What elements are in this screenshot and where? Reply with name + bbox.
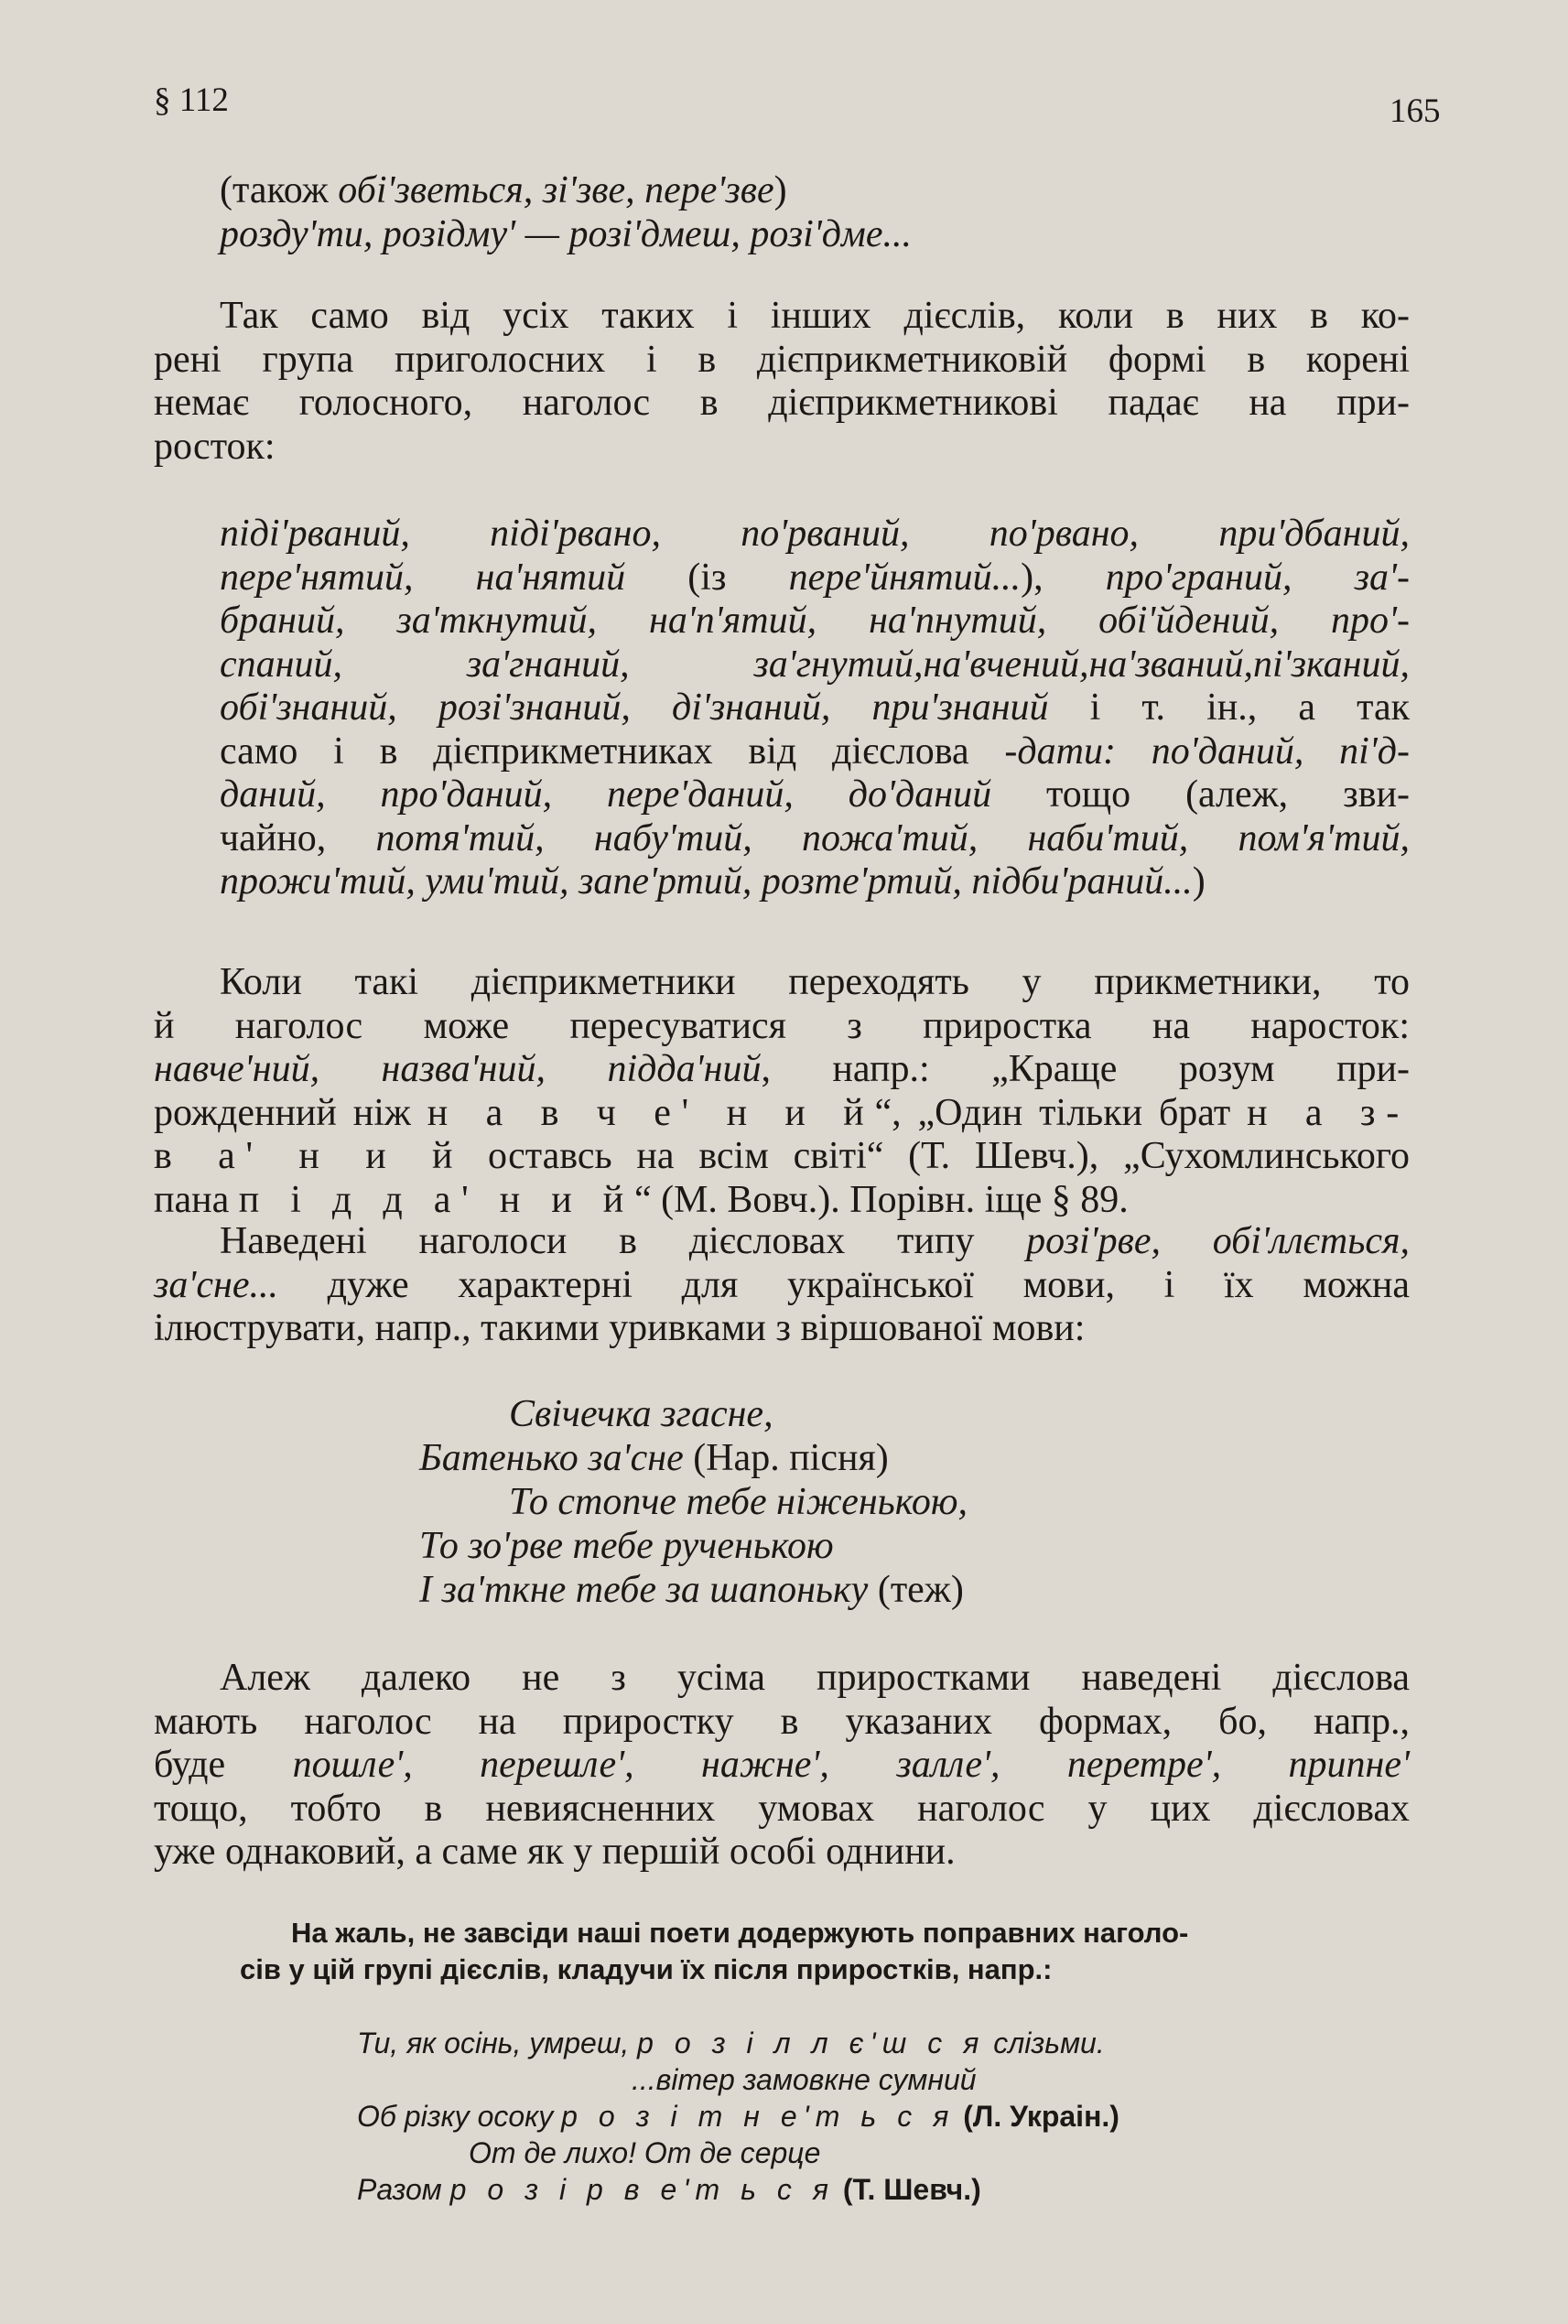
text-run: пана (154, 1178, 239, 1221)
text-run: рожденний ніж (154, 1091, 427, 1134)
text-run: потя'тий, набу'тий, пожа'тий, наби'тий, пом'я'тий, (375, 816, 1410, 859)
footnote-poem-line (632, 2061, 977, 2098)
text-run: (теж) (868, 1569, 964, 1611)
spaced-word: н а в ч е' н и й (427, 1091, 875, 1134)
text-line (220, 643, 1410, 687)
text-run: Свічечка згасне, (509, 1393, 773, 1435)
text-line (220, 773, 1410, 817)
text-line (154, 1264, 1410, 1308)
text-run: обі'знаний, розі'знаний, ді'знаний, при'знаний (220, 686, 1049, 729)
text-run: прожи'тий, уми'тий, запе'ртий, розте'ртий, підби'раний... (220, 860, 1193, 903)
text-line (154, 1048, 1410, 1092)
text-run: за'сне... (154, 1263, 278, 1306)
text-run: ...вітер замовкне сумний (632, 2063, 977, 2096)
text-run: (Нар. пісня) (683, 1437, 889, 1479)
text-line (220, 730, 1410, 774)
paragraph-2 (154, 961, 1410, 1222)
paragraph-1 (154, 295, 1410, 469)
example-line: розду'ти, розідму' — розі'дмеш, розі'дме... (220, 212, 912, 255)
text-run: тощо, тобто в невиясненних умовах наголос у цих дієсловах (154, 1787, 1410, 1830)
text-run: слізьми. (985, 2027, 1105, 2059)
text-run: І за'ткне тебе за шапоньку (419, 1569, 869, 1611)
text-run: уже однаковий, а саме як у першій особі однини. (154, 1831, 956, 1873)
text-run: розі'рве, обі'ллється, (1026, 1220, 1410, 1262)
footnote-poem-line (469, 2135, 820, 2171)
text-run: мають наголос на приростку в указаних формах, бо, напр., (154, 1700, 1410, 1743)
text-line (154, 1657, 1410, 1701)
text-run: пошле', перешле', нажне', залле', перетре', припне' (292, 1744, 1410, 1786)
text-line (220, 686, 1410, 730)
text-run: (Л. Украін.) (955, 2100, 1119, 2133)
paragraph-3 (154, 1220, 1410, 1351)
text-line (154, 1788, 1410, 1832)
text-run: , напр.: „Краще розум при- (761, 1048, 1410, 1090)
spaced-word: р о з і л л є'ш с я (637, 2027, 986, 2059)
text-line (154, 1092, 1410, 1136)
text-run: само і в дієприкметниках від дієслова (220, 730, 1005, 773)
text-run: Батенько за'сне (419, 1437, 684, 1479)
example-line: (також обі'зветься, зі'зве, пере'зве) (220, 169, 787, 211)
text-line (154, 1220, 1410, 1264)
text-run: пере'йнятий... (788, 556, 1022, 599)
poem-line (419, 1569, 964, 1613)
text-line (220, 600, 1410, 643)
example-block-2 (220, 513, 1410, 904)
text-run: ), (1021, 556, 1106, 599)
text-line (154, 1701, 1410, 1745)
text-line: Так само від усіх таких і інших дієслів, коли в них в ко- (220, 295, 1410, 337)
text-run: “, „Один тільки брат (874, 1091, 1248, 1134)
text-run: даний, про'даний, пере'даний, до'даний (220, 773, 992, 816)
text-line (220, 513, 1410, 557)
text-line (154, 1744, 1410, 1788)
example-block-1 (154, 169, 1410, 256)
text-run: То стопче тебе ніженькою, (509, 1481, 968, 1523)
text-line (154, 1831, 1410, 1875)
text-run: ілюструвати, напр., такими уривками з віршованої мови: (154, 1307, 1086, 1349)
text-run: -дати: по'даний, пі'д- (1004, 730, 1410, 773)
poem-line (419, 1437, 889, 1481)
text-run: (Т. Шевч.) (835, 2173, 981, 2206)
poem-line (419, 1525, 834, 1569)
text-run: Наведені наголоси в дієсловах типу (220, 1220, 1027, 1262)
text-run: і т. ін., а так (1048, 686, 1410, 729)
footnote-poem-line (357, 2025, 1105, 2061)
text-run: дуже характерні для української мови, і їх можна (278, 1263, 1410, 1306)
text-run: чайно, (220, 816, 376, 859)
spaced-word: р о з і т н е'т ь с я (561, 2100, 956, 2133)
text-run: браний, за'ткнутий, на'п'ятий, на'пнутий, обі'йдений, про'- (220, 600, 1410, 642)
text-line (220, 817, 1410, 861)
page-number: 165 (1390, 92, 1441, 130)
text-run: То зо'рве тебе рученькою (419, 1525, 834, 1567)
text-line (154, 1179, 1410, 1223)
footnote-line: На жаль, не завсіди наші поети додержують поправних наголо- (291, 1917, 1189, 1949)
spaced-word: р о з і р в е'т ь с я (449, 2173, 835, 2206)
text-line (154, 1005, 1410, 1049)
footnote-poem-line (357, 2171, 981, 2208)
text-run: спаний, за'гнаний, за'гнутий,на'вчений,на'званий,пі'зканий, (220, 643, 1410, 686)
text-run: Разом (357, 2173, 450, 2206)
text-line (220, 860, 1410, 904)
spaced-word: п і д д а' н и й (238, 1178, 634, 1221)
text-run: ) (1192, 860, 1206, 903)
text-run: Об різку осоку (357, 2100, 562, 2133)
text-run: Коли такі дієприкметники переходять у прикметники, то (220, 961, 1410, 1003)
spaced-word: в а' н и й (154, 1135, 464, 1177)
footnote-poem-line (357, 2098, 1119, 2135)
text-run: оставсь на всім світі“ (Т. Шевч.), „Сухомлинського (463, 1135, 1411, 1177)
text-run: Алеж далеко не з усіма приростками наведені дієслова (220, 1657, 1410, 1699)
text-run: тощо (алеж, зви- (991, 773, 1410, 816)
text-run: “ (М. Вовч.). Порівн. іще § 89. (633, 1178, 1129, 1221)
footnote-line: сів у цій групі дієслів, кладучи їх після приростків, напр.: (240, 1953, 1053, 1985)
paragraph-4 (154, 1657, 1410, 1875)
text-line: рені група приголосних і в дієприкметниковій формі в корені (154, 338, 1410, 381)
text-run: пере'нятий, на'нятий (220, 556, 626, 599)
text-run: Ти, як осінь, умреш, (357, 2027, 638, 2059)
poem-line (509, 1393, 773, 1437)
text-run: піді'рваний, піді'рвано, по'рваний, по'рвано, при'дбаний, (220, 513, 1410, 555)
text-line: росток: (154, 425, 276, 468)
text-line (220, 557, 1410, 600)
text-line (154, 1307, 1410, 1351)
poem-line (509, 1481, 968, 1525)
text-line (154, 1135, 1410, 1179)
section-number: § 112 (154, 81, 229, 119)
text-run: От де лихо! От де серце (469, 2136, 821, 2169)
spaced-word: н а з- (1247, 1091, 1410, 1134)
text-run: й наголос може пересуватися з приростка на наросток: (154, 1004, 1410, 1047)
text-run: про'граний, за'- (1105, 556, 1410, 599)
text-run: навче'ний, назва'ний, підда'ний (154, 1048, 762, 1090)
text-line (154, 961, 1410, 1005)
text-line: немає голосного, наголос в дієприкметникові падає на при- (154, 382, 1410, 424)
text-run: буде (154, 1744, 293, 1786)
text-run: (із (625, 556, 789, 599)
